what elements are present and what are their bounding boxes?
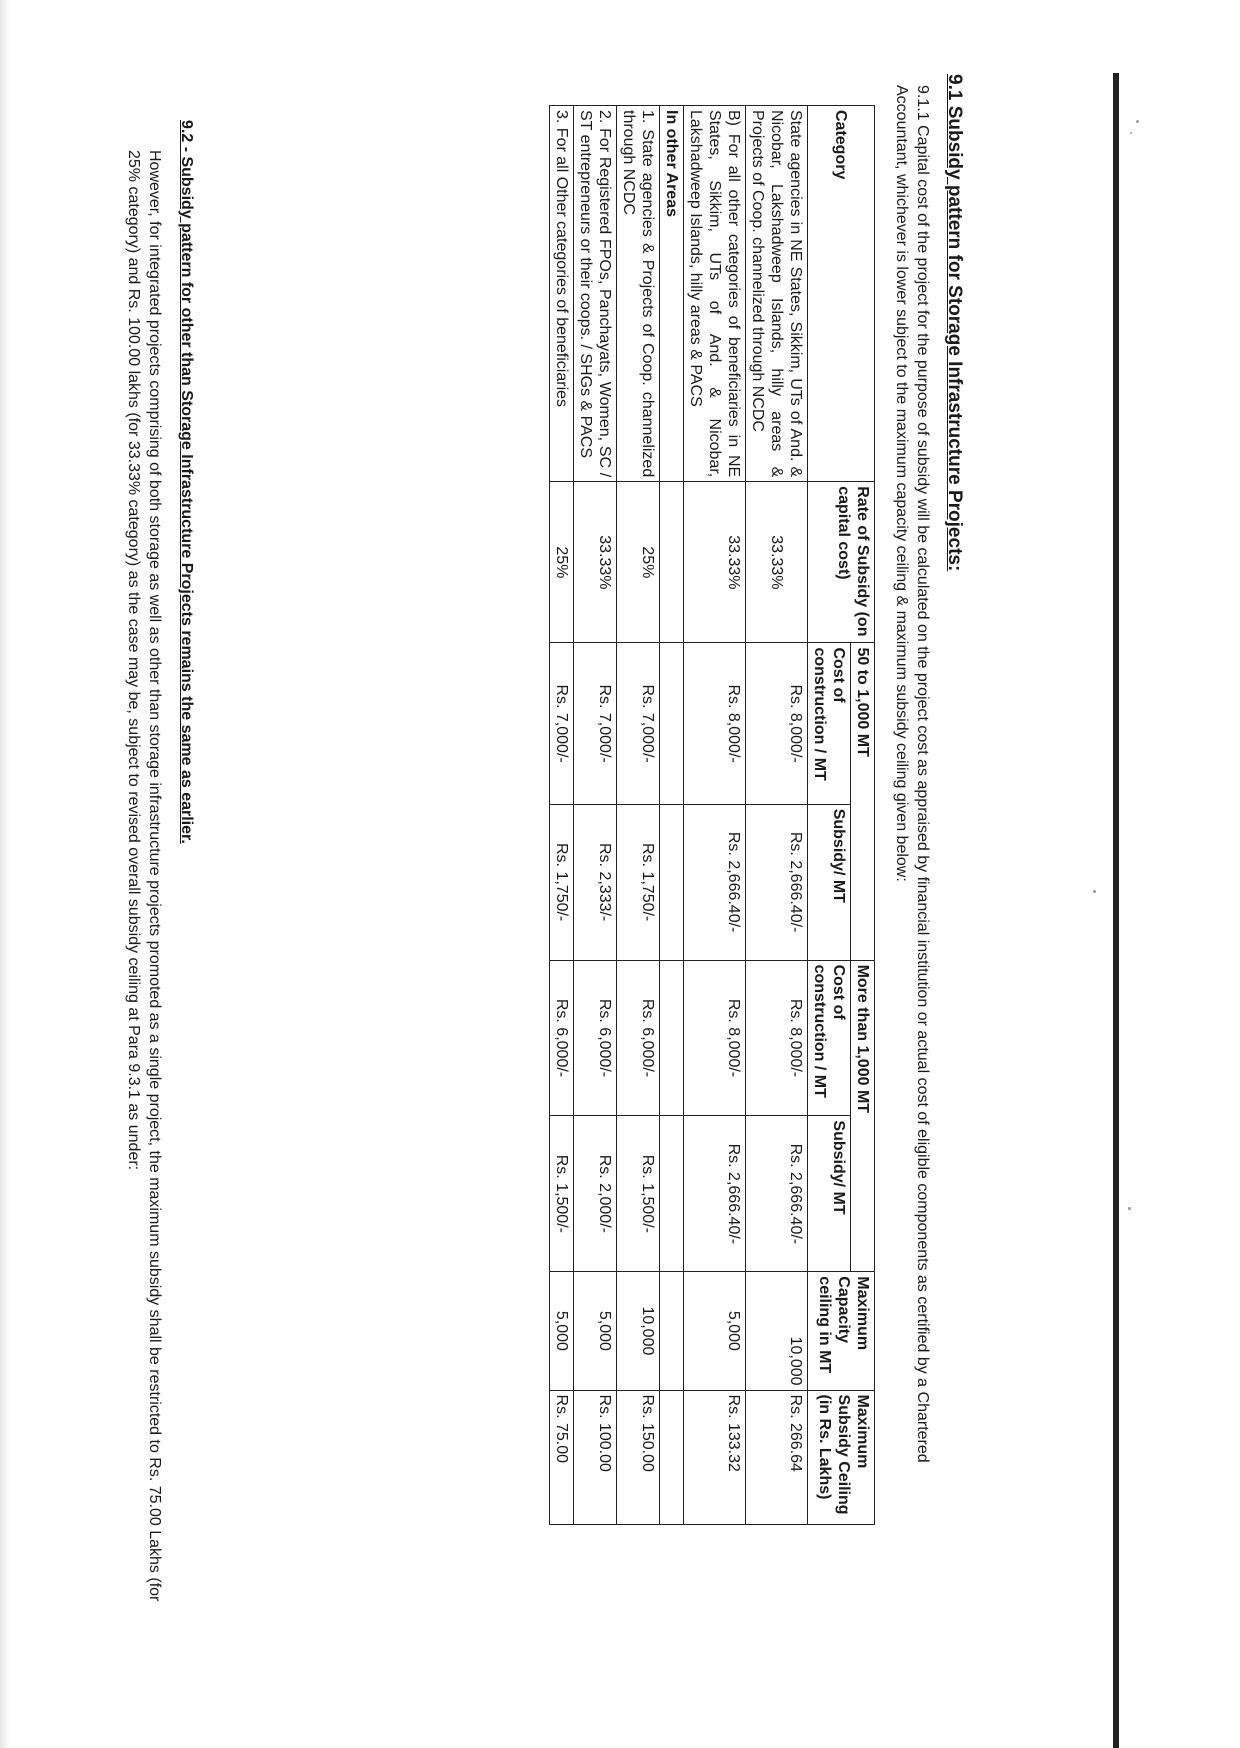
cell-capacity: 5,000 <box>684 1272 746 1390</box>
cell-subsidy-1: Rs. 2,333/- <box>574 804 617 960</box>
header-max-capacity: Maximum Capacity ceiling in MT <box>808 1272 875 1390</box>
cell-subsidy-2: Rs. 1,500/- <box>550 1116 574 1272</box>
header-group-more-1000: More than 1,000 MT <box>851 960 875 1272</box>
cell-max-subsidy: Rs. 150.00 <box>617 1390 660 1524</box>
cell-category: State agencies in NE States, Sikkim, UTs of And. & Nicobar, Lakshadweep Islands, hilly areas & Projects of Coop. channelized through NCDC <box>746 106 808 482</box>
cell-cost-1: Rs. 7,000/- <box>574 643 617 804</box>
cell-capacity: 5,000 <box>550 1272 574 1390</box>
cell-category: 3. For all Other categories of beneficiaries <box>550 106 574 482</box>
header-cost-construction-1: Cost of construction / MT <box>808 643 851 804</box>
cell-rate: 25% <box>550 482 574 643</box>
cell-cost-1: Rs. 7,000/- <box>617 643 660 804</box>
paragraph-92: However, for integrated projects comprising of both storage as well as other than storage infrastructure projects promoted as a single project, the maximum subsidy shall be restricted to Rs. 75.00 Lakhs (for 25% category) and Rs. 100.00 lakhs (for 33.33% category) as the case may be, subject to revised overall subsidy ceiling at Para 9.3.1 as under: <box>125 150 163 1602</box>
table-row <box>684 106 746 1525</box>
cell-cost-1: Rs. 7,000/- <box>550 643 574 804</box>
table-row <box>550 106 574 1525</box>
header-max-subsidy: Maximum Subsidy Ceiling (in Rs. Lakhs) <box>808 1390 875 1524</box>
cell-cost-2: Rs. 6,000/- <box>617 960 660 1116</box>
cell-subsidy-2: Rs. 2,666.40/- <box>684 1116 746 1272</box>
cell-max-subsidy: Rs. 266.64 <box>746 1390 808 1524</box>
table-header-row-1 <box>851 106 875 1525</box>
cell-rate: 33.33% <box>684 482 746 643</box>
cell-subsidy-2: Rs. 2,666.40/- <box>746 1116 808 1272</box>
cell-rate: 25% <box>617 482 660 643</box>
header-cost-construction-2: Cost of construction / MT <box>808 960 851 1116</box>
cell-rate: 33.33% <box>574 482 617 643</box>
cell-subsidy-1: Rs. 1,750/- <box>617 804 660 960</box>
table-subheading-row <box>660 106 684 1525</box>
header-subsidy-mt-1: Subsidy/ MT <box>808 804 851 960</box>
cell-category: 1. State agencies & Projects of Coop. channelized through NCDC <box>617 106 660 482</box>
cell-cost-2: Rs. 6,000/- <box>574 960 617 1116</box>
cell-cost-2: Rs. 8,000/- <box>684 960 746 1116</box>
header-group-50-1000: 50 to 1,000 MT <box>851 643 875 960</box>
subsidy-table <box>549 105 875 1525</box>
header-category: Category <box>808 106 875 482</box>
header-subsidy-mt-2: Subsidy/ MT <box>808 1116 851 1272</box>
header-rate: Rate of Subsidy (on capital cost) <box>808 482 875 643</box>
cell-subsidy-2: Rs. 2,000/- <box>574 1116 617 1272</box>
table-row <box>617 106 660 1525</box>
section-92-heading: 9.2 - Subsidy pattern for other than Storage Infrastructure Projects remains the same as earlier. <box>178 120 195 844</box>
table-row <box>746 106 808 1525</box>
cell-cost-1: Rs. 8,000/- <box>746 643 808 804</box>
cell-category: 2. For Registered FPOs, Panchayats, Women, SC / ST entrepreneurs or their coops. / SHGs & PACS <box>574 106 617 482</box>
cell-cost-2: Rs. 8,000/- <box>746 960 808 1116</box>
cell-capacity: 10,000 <box>617 1272 660 1390</box>
cell-max-subsidy: Rs. 133.32 <box>684 1390 746 1524</box>
cell-max-subsidy: Rs. 75.00 <box>550 1390 574 1524</box>
cell-rate: 33.33% <box>746 482 808 643</box>
cell-category: B) For all other categories of beneficiaries in NE States, Sikkim, UTs of And. & Nicobar, Lakshadweep Islands, hilly areas & PACS <box>684 106 746 482</box>
cell-subsidy-1: Rs. 2,666.40/- <box>684 804 746 960</box>
cell-capacity: 5,000 <box>574 1272 617 1390</box>
section-91-heading: 9.1 Subsidy pattern for Storage Infrastructure Projects: <box>944 74 965 572</box>
paragraph-911: 9.1.1 Capital cost of the project for the purpose of subsidy will be calculated on the project cost as appraised by financial institution or actual cost of eligible components as certified by a Chartered Accountant, whichever is lower subject to the maximum capacity ceiling & maximum subsidy ceiling given below: <box>893 85 931 1463</box>
cell-cost-2: Rs. 6,000/- <box>550 960 574 1116</box>
cell-other-areas-label: In other Areas <box>660 106 684 482</box>
cell-capacity: 10,000 <box>746 1272 808 1390</box>
cell-cost-1: Rs. 8,000/- <box>684 643 746 804</box>
table-row <box>574 106 617 1525</box>
cell-subsidy-2: Rs. 1,500/- <box>617 1116 660 1272</box>
cell-max-subsidy: Rs. 100.00 <box>574 1390 617 1524</box>
cell-subsidy-1: Rs. 2,666.40/- <box>746 804 808 960</box>
cell-subsidy-1: Rs. 1,750/- <box>550 804 574 960</box>
